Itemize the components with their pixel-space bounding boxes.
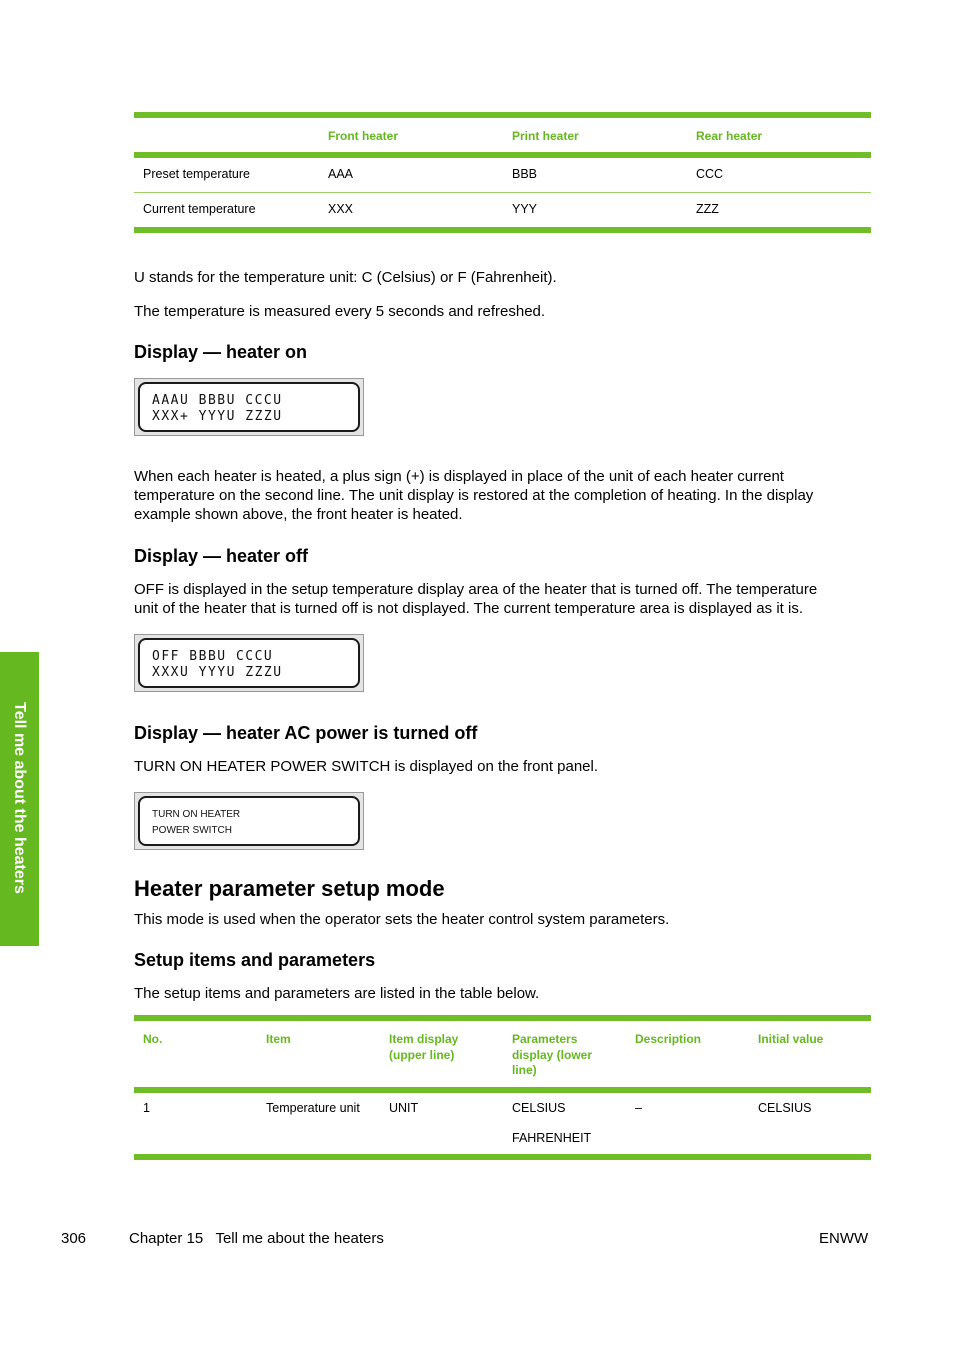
display-line-1: AAAU BBBU CCCU (152, 393, 283, 408)
heading-heater-on: Display — heater on (134, 342, 308, 362)
header-line: Item (266, 1032, 291, 1046)
cell-value: AAA (328, 167, 354, 181)
header-line: display (lower (512, 1047, 593, 1062)
header-line: (upper line) (389, 1047, 455, 1062)
table-header-rule (134, 1087, 871, 1093)
display-screen (138, 796, 360, 846)
display-panel-heater-on (134, 378, 364, 436)
cell-lower-option: FAHRENHEIT (512, 1131, 592, 1145)
display-panel-heater-off (134, 634, 364, 692)
header-line: Initial value (758, 1032, 824, 1046)
header-parameters-display (512, 1032, 592, 1079)
cell-initial: CELSIUS (758, 1101, 812, 1115)
display-line-1: TURN ON HEATER (152, 809, 241, 820)
heater-on-text-line: When each heater is heated, a plus sign (+) is displayed in place of the unit of each heater current (134, 468, 784, 485)
table-bottom-rule (134, 227, 871, 233)
row-label: Preset temperature (143, 167, 250, 181)
table-top-rule (134, 1015, 871, 1021)
cell-value: XXX (328, 202, 354, 216)
display-screen (138, 638, 360, 688)
header-rear-heater: Rear heater (696, 129, 763, 143)
heater-off-text-line: unit of the heater that is turned off is not displayed. The current temperature area is displayed as it is. (134, 600, 803, 617)
table-header-rule (134, 152, 871, 158)
setup-mode-text: This mode is used when the operator sets the heater control system parameters. (134, 911, 670, 928)
header-print-heater: Print heater (512, 129, 579, 143)
header-line: No. (143, 1032, 163, 1046)
header-line: Item display (389, 1032, 459, 1046)
cell-value: CCC (696, 167, 724, 181)
header-item (266, 1032, 291, 1048)
heater-off-text-line: OFF is displayed in the setup temperature display area of the heater that is turned off. The temperature (134, 581, 818, 598)
row-divider (134, 192, 871, 193)
header-line: line) (512, 1063, 537, 1077)
ac-off-text: TURN ON HEATER POWER SWITCH is displayed on the front panel. (134, 758, 599, 775)
display-line-2: POWER SWITCH (152, 825, 232, 836)
page-number: 306 (61, 1230, 87, 1247)
header-description (635, 1032, 701, 1048)
measure-paragraph: The temperature is measured every 5 seconds and refreshed. (134, 303, 546, 320)
unit-paragraph: U stands for the temperature unit: C (Celsius) or F (Fahrenheit). (134, 269, 557, 286)
cell-value: YYY (512, 202, 538, 216)
heater-on-text-line: temperature on the second line. The unit display is restored at the completion of heating. In the display (134, 487, 814, 504)
table-bottom-rule (134, 1154, 871, 1160)
heading-setup-items: Setup items and parameters (134, 950, 376, 970)
header-item-display (389, 1032, 458, 1063)
heading-setup-mode: Heater parameter setup mode (134, 876, 445, 901)
cell-description: – (635, 1101, 642, 1115)
footer-chapter: Chapter 15 Tell me about the heaters (129, 1230, 384, 1247)
row-label: Current temperature (143, 202, 256, 216)
display-line-2: XXXU YYYU ZZZU (152, 665, 283, 680)
header-line: Parameters (512, 1032, 578, 1046)
cell-value: ZZZ (696, 202, 719, 216)
display-line-2: XXX+ YYYU ZZZU (152, 409, 283, 424)
heading-ac-off: Display — heater AC power is turned off (134, 723, 478, 743)
footer-right: ENWW (819, 1230, 869, 1247)
display-screen (138, 382, 360, 432)
header-no (143, 1032, 162, 1048)
header-front-heater: Front heater (328, 129, 399, 143)
display-panel-ac-off (134, 792, 364, 850)
setup-items-text: The setup items and parameters are listed in the table below. (134, 985, 540, 1002)
header-initial-value (758, 1032, 823, 1048)
cell-lower-option: CELSIUS (512, 1101, 566, 1115)
cell-upper: UNIT (389, 1101, 419, 1115)
header-line: Description (635, 1032, 702, 1046)
table-top-rule (134, 112, 871, 118)
chapter-side-tab-label: Tell me about the heaters (11, 702, 28, 894)
heater-on-text-line: example shown above, the front heater is heated. (134, 506, 463, 523)
cell-value: BBB (512, 167, 538, 181)
cell-no: 1 (143, 1101, 150, 1115)
heading-heater-off: Display — heater off (134, 546, 309, 566)
display-line-1: OFF BBBU CCCU (152, 649, 274, 664)
cell-item: Temperature unit (266, 1101, 360, 1115)
